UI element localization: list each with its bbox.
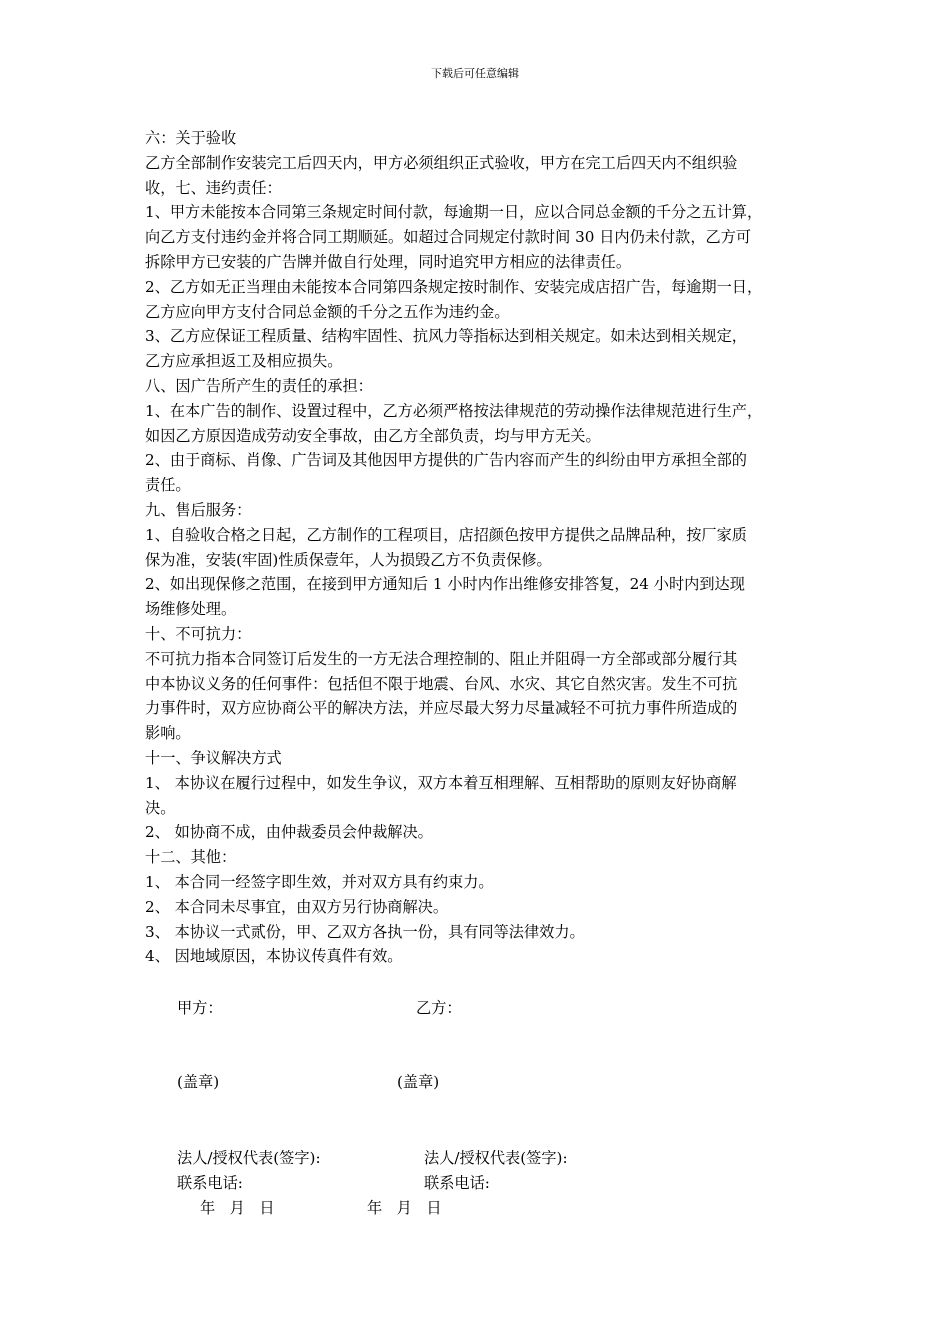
party-a-label: 甲方： [177,999,223,1017]
text-line: 八、因广告所产生的责任的承担： [145,376,373,395]
text-line: 收，七、违约责任： [145,178,282,197]
party-a-date: 年 月 日 [200,1199,275,1217]
text-line: 2、如出现保修之范围，在接到甲方通知后 1 小时内作出维修安排答复，24 小时内到达现 [145,575,745,594]
header-note: 下载后可任意编辑 [431,67,519,80]
text-line: 1、 本合同一经签字即生效，并对双方具有约束力。 [145,872,494,891]
text-line: 2、 如协商不成，由仲裁委员会仲裁解决。 [145,823,433,842]
text-line: 决。 [145,798,176,817]
text-line: 场维修处理。 [145,600,237,619]
text-line: 1、在本广告的制作、设置过程中，乙方必须严格按法律规范的劳动操作法律规范进行生产， [145,401,763,420]
text-line: 十、不可抗力： [145,624,252,643]
text-line: 六：关于验收 [145,129,237,147]
text-line: 不可抗力指本合同签订后发生的一方无法合理控制的、阻止并阻碍一方全部或部分履行其 [145,649,738,668]
party-b-label: 乙方： [416,999,462,1017]
party-b-seal: (盖章) [397,1073,440,1091]
text-line: 向乙方支付违约金并将合同工期顺延。如超过合同规定付款时间 30 日内仍未付款，乙方可 [145,228,752,247]
text-line: 九、售后服务： [145,500,252,519]
party-a-representative: 法人/授权代表(签字): [177,1149,321,1167]
text-line: 1、甲方未能按本合同第三条规定时间付款，每逾期一日，应以合同总金额的千分之五计算， [145,203,763,222]
text-line: 2、乙方如无正当理由未能按本合同第四条规定按时制作、安装完成店招广告，每逾期一日， [145,277,763,296]
text-line: 十二、其他： [145,848,237,867]
text-line: 3、乙方应保证工程质量、结构牢固性、抗风力等指标达到相关规定。如未达到相关规定， [145,327,747,346]
text-line: 如因乙方原因造成劳动安全事故，由乙方全部负责，均与甲方无关。 [145,426,601,445]
party-b-phone: 联系电话: [424,1174,490,1192]
text-line: 拆除甲方已安装的广告牌并做自行处理，同时追究甲方相应的法律责任。 [145,252,631,271]
text-line: 4、 因地域原因，本协议传真件有效。 [145,947,403,966]
text-line: 1、自验收合格之日起，乙方制作的工程项目，店招颜色按甲方提供之品牌品种，按厂家质 [145,525,747,544]
text-line: 力事件时，双方应协商公平的解决方法，并应尽最大努力尽量减轻不可抗力事件所造成的 [145,699,738,718]
text-line: 3、 本协议一式贰份，甲、乙双方各执一份，具有同等法律效力。 [145,922,585,941]
text-line: 乙方全部制作安装完工后四天内，甲方必须组织正式验收，甲方在完工后四天内不组织验 [145,153,738,172]
text-line: 2、 本合同未尽事宜，由双方另行协商解决。 [145,897,449,916]
party-b-representative: 法人/授权代表(签字): [424,1149,568,1167]
party-a-phone: 联系电话: [177,1174,243,1192]
party-a-seal: (盖章) [177,1073,220,1091]
text-line: 中本协议义务的任何事件：包括但不限于地震、台风、水灾、其它自然灾害。发生不可抗 [145,674,738,693]
text-line: 乙方应向甲方支付合同总金额的千分之五作为违约金。 [145,302,510,321]
text-line: 2、由于商标、肖像、广告词及其他因甲方提供的广告内容而产生的纠纷由甲方承担全部的 [145,451,747,470]
party-b-date: 年 月 日 [367,1199,442,1217]
text-line: 十一、争议解决方式 [145,748,282,767]
text-line: 责任。 [145,476,191,495]
text-line: 1、 本协议在履行过程中，如发生争议，双方本着互相理解、互相帮助的原则友好协商解 [145,773,737,792]
text-line: 影响。 [145,724,191,743]
text-line: 乙方应承担返工及相应损失。 [145,352,343,371]
text-line: 保为准，安装(牢固)性质保壹年，人为损毁乙方不负责保修。 [145,550,552,569]
